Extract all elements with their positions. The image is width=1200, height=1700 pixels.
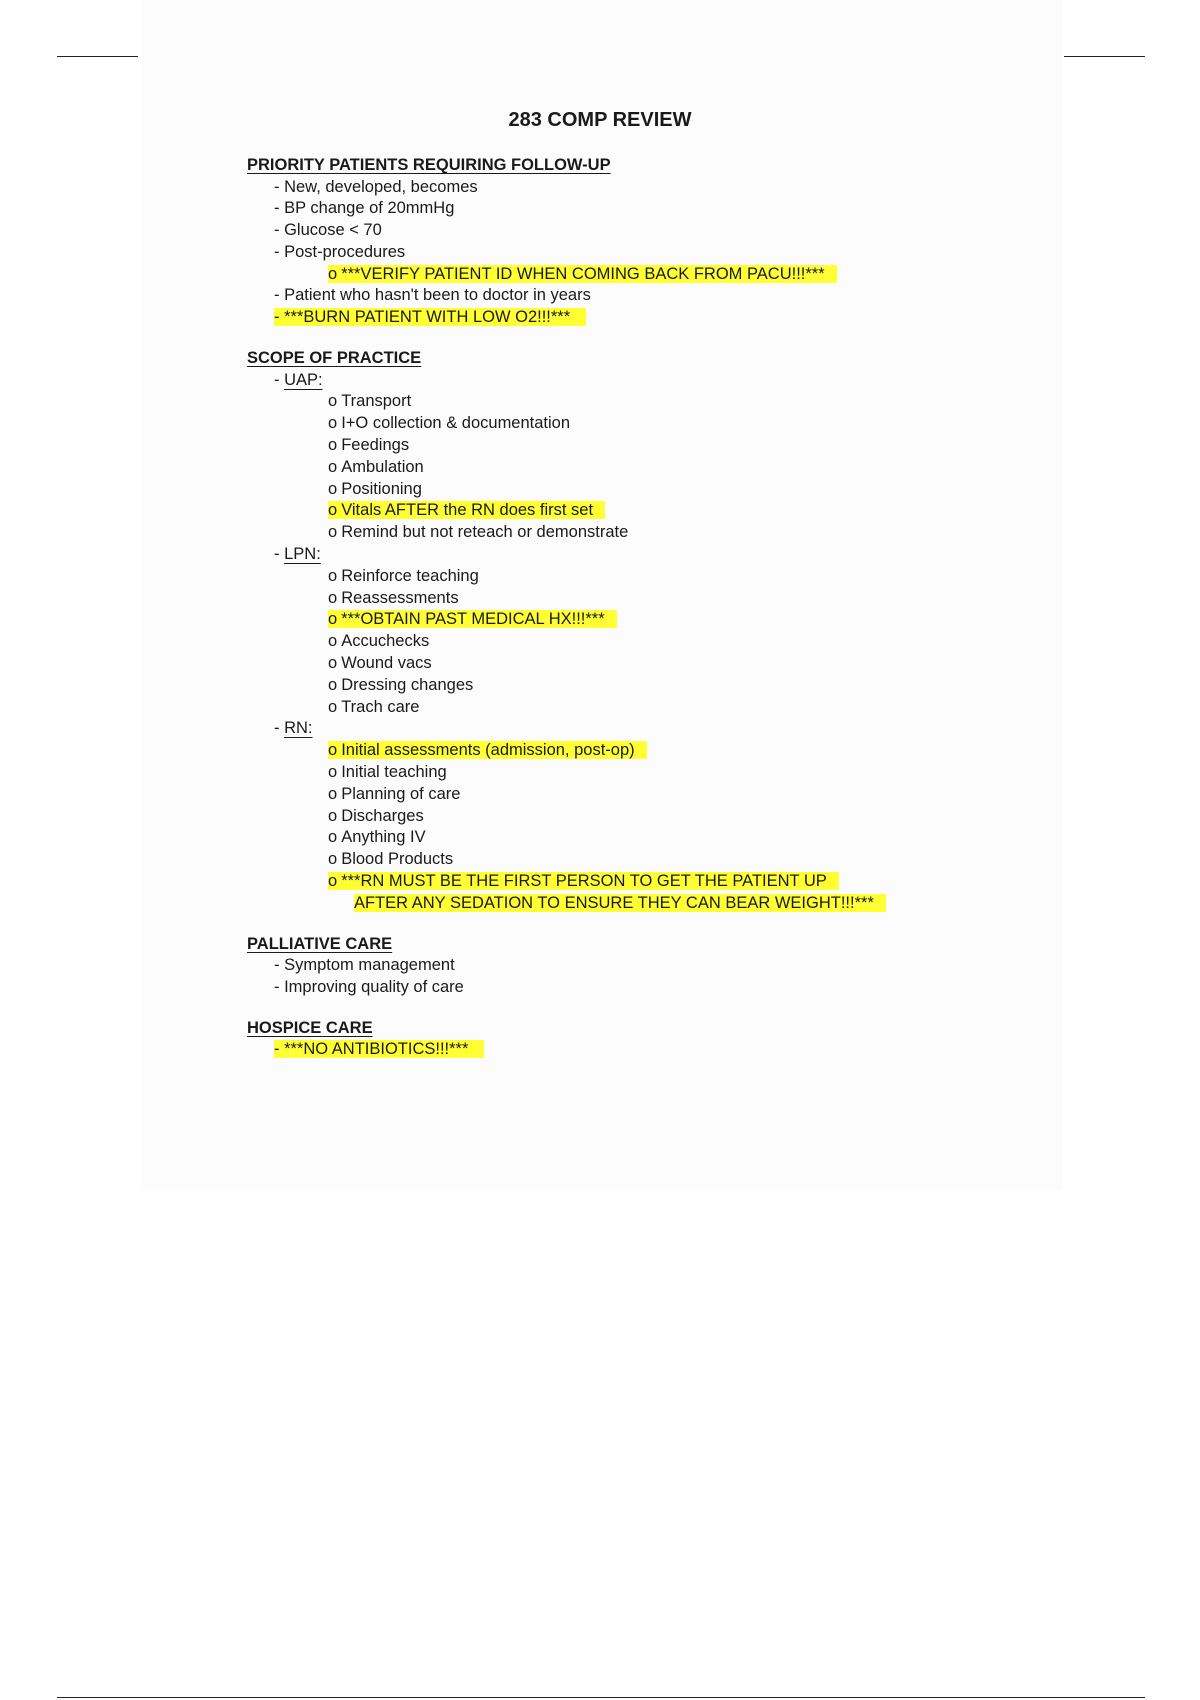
list-item-text: Initial assessments (admission, post-op) (341, 741, 635, 760)
bullet-circle-icon: o (328, 501, 338, 520)
highlighted-text (328, 610, 617, 628)
role-label-rn: - RN: (274, 719, 313, 738)
section-heading-priority: PRIORITY PATIENTS REQUIRING FOLLOW-UP (247, 156, 611, 174)
list-subitem (247, 827, 1047, 849)
highlighted-text (328, 501, 605, 519)
bullet-circle-icon: o (328, 479, 338, 498)
list-subitem-continuation (247, 893, 1047, 915)
role-label-lpn: - LPN: (274, 544, 321, 563)
list-item: - BP change of 20mmHg (247, 198, 1047, 220)
bullet-circle-icon: o (328, 457, 338, 476)
bullet-circle-icon: o (328, 392, 338, 411)
list-item: - Symptom management (247, 955, 1047, 977)
highlighted-text (328, 265, 837, 283)
list-item-text: Reassessments (341, 588, 459, 607)
list-item-text: Remind but not reteach or demonstrate (341, 523, 629, 542)
list-item-text: ***RN MUST BE THE FIRST PERSON TO GET THE PATIENT UP (341, 871, 827, 890)
bullet-circle-icon: o (328, 806, 338, 825)
list-item: - Patient who hasn't been to doctor in years (247, 285, 1047, 307)
crop-mark-left (57, 56, 138, 57)
bottom-rule (57, 1697, 1145, 1698)
bullet-circle-icon: o (328, 653, 338, 672)
bullet-circle-icon: o (328, 828, 338, 847)
list-item-text: ***OBTAIN PAST MEDICAL HX!!!*** (341, 610, 605, 629)
list-item-text: UAP: (284, 370, 323, 389)
list-item-text: Accuchecks (341, 632, 430, 651)
list-subitem (247, 588, 1047, 610)
bullet-circle-icon: o (328, 435, 338, 454)
list-subitem (247, 631, 1047, 653)
list-item-text: Vitals AFTER the RN does first set (341, 501, 594, 520)
list-item-text: 283 COMP REVIEW (508, 109, 692, 131)
bullet-circle-icon: o (328, 610, 338, 629)
document-title (0, 108, 1200, 132)
list-subitem (247, 566, 1047, 588)
bullet-circle-icon: o (328, 675, 338, 694)
list-item-text: Wound vacs (341, 653, 432, 672)
highlighted-text: - ***BURN PATIENT WITH LOW O2!!!*** (274, 308, 586, 326)
list-item-text: Positioning (341, 479, 422, 498)
list-subitem (247, 479, 1047, 501)
list-subitem (247, 500, 1047, 522)
highlighted-text (328, 741, 647, 759)
list-subitem (247, 435, 1047, 457)
section-heading-hospice: HOSPICE CARE (247, 1018, 373, 1037)
role-label-uap: - UAP: (274, 370, 323, 389)
list-subitem (247, 457, 1047, 479)
list-item-text: Transport (341, 392, 412, 411)
list-item-text: LPN: (284, 544, 321, 563)
bullet-circle-icon: o (328, 632, 338, 651)
bullet-circle-icon: o (328, 523, 338, 542)
bullet-circle-icon: o (328, 588, 338, 607)
list-subitem (247, 762, 1047, 784)
list-item: - New, developed, becomes (247, 177, 1047, 199)
list-subitem (247, 849, 1047, 871)
highlighted-text: AFTER ANY SEDATION TO ENSURE THEY CAN BEAR WEIGHT!!!*** (354, 894, 886, 912)
bullet-circle-icon: o (328, 762, 338, 781)
section-heading-scope: SCOPE OF PRACTICE (247, 349, 422, 368)
list-subitem (247, 697, 1047, 719)
section-heading-palliative: PALLIATIVE CARE (247, 934, 393, 953)
highlighted-text (328, 872, 839, 890)
list-item-text: Planning of care (341, 784, 461, 803)
bullet-circle-icon: o (328, 566, 338, 585)
list-item (247, 307, 1047, 329)
bullet-circle-icon: o (328, 414, 338, 433)
list-subitem (247, 522, 1047, 544)
bullet-circle-icon: o (328, 784, 338, 803)
list-item-text: Initial teaching (341, 762, 447, 781)
list-item (247, 1039, 1047, 1061)
list-subitem (247, 653, 1047, 675)
list-item-text: Anything IV (341, 828, 426, 847)
crop-mark-right (1064, 56, 1145, 57)
bullet-circle-icon: o (328, 741, 338, 760)
list-subitem (247, 806, 1047, 828)
list-subitem (247, 264, 1047, 286)
list-subitem (247, 413, 1047, 435)
bullet-circle-icon: o (328, 264, 338, 283)
bullet-circle-icon: o (328, 850, 338, 869)
list-item-text: Feedings (341, 435, 410, 454)
list-subitem (247, 871, 1047, 893)
list-item-text: ***VERIFY PATIENT ID WHEN COMING BACK FROM PACU!!!*** (341, 264, 825, 283)
list-subitem (247, 675, 1047, 697)
list-item-text: Reinforce teaching (341, 566, 479, 585)
list-item-text: Trach care (341, 697, 420, 716)
highlighted-text: - ***NO ANTIBIOTICS!!!*** (274, 1040, 484, 1058)
document-body (247, 155, 1047, 1061)
list-item: - Glucose < 70 (247, 220, 1047, 242)
list-item-text: Blood Products (341, 850, 454, 869)
list-item: - Post-procedures (247, 242, 1047, 264)
list-item: - Improving quality of care (247, 977, 1047, 999)
bullet-circle-icon: o (328, 871, 338, 890)
list-item-text: I+O collection & documentation (341, 414, 571, 433)
bullet-circle-icon: o (328, 697, 338, 716)
list-item-text: Discharges (341, 806, 424, 825)
list-item-text: RN: (284, 719, 313, 738)
list-subitem (247, 784, 1047, 806)
list-subitem (247, 609, 1047, 631)
list-subitem (247, 740, 1047, 762)
list-item-text: Ambulation (341, 457, 424, 476)
list-item-text: Dressing changes (341, 675, 474, 694)
list-subitem (247, 391, 1047, 413)
